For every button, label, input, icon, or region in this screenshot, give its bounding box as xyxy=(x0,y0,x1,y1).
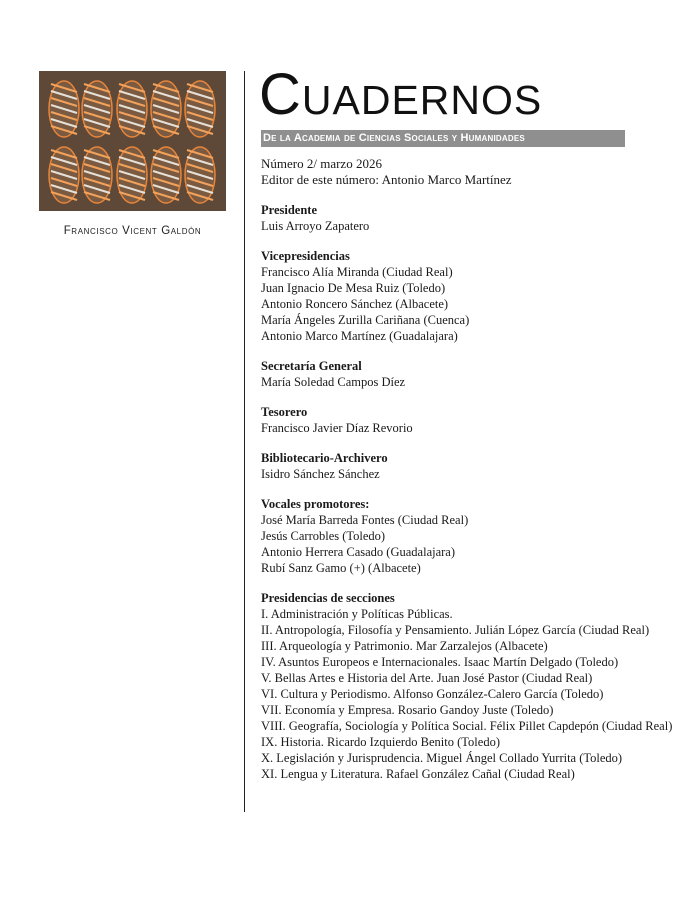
board-section xyxy=(261,590,681,782)
section-entry: Francisco Javier Díaz Revorio xyxy=(261,421,413,435)
artwork-motif xyxy=(49,81,79,137)
artwork-motif xyxy=(185,81,215,137)
masthead-subtitle: De la Academia de Ciencias Sociales y Humanidades xyxy=(261,130,625,147)
board-section xyxy=(261,248,681,344)
section-heading: Vicepresidencias xyxy=(261,249,350,263)
section-entry: Antonio Marco Martínez (Guadalajara) xyxy=(261,329,458,343)
section-entry: VIII. Geografía, Sociología y Política Social. Félix Pillet Capdepón (Ciudad Real) xyxy=(261,719,673,733)
section-heading: Secretaría General xyxy=(261,359,362,373)
section-entry: Jesús Carrobles (Toledo) xyxy=(261,529,386,543)
section-entry: Antonio Herrera Casado (Guadalajara) xyxy=(261,545,456,559)
section-heading: Bibliotecario-Archivero xyxy=(261,451,388,465)
artwork-motif xyxy=(82,81,112,137)
section-heading: Presidente xyxy=(261,203,318,217)
artwork-motif xyxy=(117,81,147,137)
board-section xyxy=(261,496,681,576)
section-entry: María Soledad Campos Díez xyxy=(261,375,406,389)
board-section xyxy=(261,358,681,390)
artwork-motif xyxy=(151,81,181,137)
section-entry: III. Arqueología y Patrimonio. Mar Zarzalejos (Albacete) xyxy=(261,639,548,653)
artwork-image xyxy=(39,71,226,211)
section-heading: Vocales promotores: xyxy=(261,497,370,511)
section-entry: VII. Economía y Empresa. Rosario Gandoy Juste (Toledo) xyxy=(261,703,554,717)
section-entry: Juan Ignacio De Mesa Ruiz (Toledo) xyxy=(261,281,446,295)
section-entry: V. Bellas Artes e Historia del Arte. Juan José Pastor (Ciudad Real) xyxy=(261,671,593,685)
section-entry: X. Legislación y Jurisprudencia. Miguel Ángel Collado Yurrita (Toledo) xyxy=(261,751,623,765)
section-entry: I. Administración y Políticas Públicas. xyxy=(261,607,453,621)
artwork-motif xyxy=(151,147,181,203)
artwork-pattern xyxy=(39,71,226,211)
artist-caption: Francisco Vicent Galdón xyxy=(63,225,202,237)
artwork-motif xyxy=(82,147,112,203)
board-section xyxy=(261,450,681,482)
column-divider xyxy=(244,71,245,812)
section-heading: Presidencias de secciones xyxy=(261,591,395,605)
artwork-motif xyxy=(49,147,79,203)
cover-art-column xyxy=(39,71,226,237)
section-entry: XI. Lengua y Literatura. Rafael González Cañal (Ciudad Real) xyxy=(261,767,575,781)
section-entry: IV. Asuntos Europeos e Internacionales. Isaac Martín Delgado (Toledo) xyxy=(261,655,619,669)
section-entry: II. Antropología, Filosofía y Pensamiento. Julián López García (Ciudad Real) xyxy=(261,623,650,637)
artwork-motif xyxy=(117,147,147,203)
section-entry: Antonio Roncero Sánchez (Albacete) xyxy=(261,297,449,311)
section-entry: Francisco Alía Miranda (Ciudad Real) xyxy=(261,265,453,279)
masthead-title: Cuadernos xyxy=(259,62,543,127)
board-sections xyxy=(261,202,681,782)
section-entry: IX. Historia. Ricardo Izquierdo Benito (Toledo) xyxy=(261,735,500,749)
issue-number: Número 2/ marzo 2026 xyxy=(261,156,382,171)
issue-info xyxy=(261,156,681,188)
section-entry: Isidro Sánchez Sánchez xyxy=(261,467,380,481)
section-heading: Tesorero xyxy=(261,405,308,419)
issue-editor: Editor de este número: Antonio Marco Martínez xyxy=(261,172,512,187)
section-entry: Rubí Sanz Gamo (+) (Albacete) xyxy=(261,561,421,575)
artwork-motif xyxy=(185,147,215,203)
section-entry: Luis Arroyo Zapatero xyxy=(261,219,370,233)
board-section xyxy=(261,404,681,436)
section-entry: María Ángeles Zurilla Cariñana (Cuenca) xyxy=(261,313,470,327)
section-entry: VI. Cultura y Periodismo. Alfonso González-Calero García (Toledo) xyxy=(261,687,604,701)
board-section xyxy=(261,202,681,234)
content-column xyxy=(259,62,681,782)
section-entry: José María Barreda Fontes (Ciudad Real) xyxy=(261,513,469,527)
